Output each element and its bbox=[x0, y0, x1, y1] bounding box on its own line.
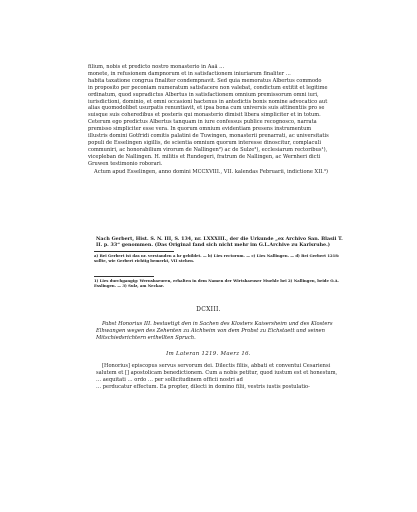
actum-line: Actum apud Esselingen, anno domini MCCXVIII., VII. kalendas Februarii, indictione XII.³) bbox=[94, 168, 328, 175]
text-line: premisso simpliciter esse vera. In quorum omnium evidentiam presens instrumentum bbox=[88, 126, 312, 133]
text-line: Ceterum ego predictus Albertus tanquam in iure confessus publice recognosco, narrata bbox=[88, 119, 317, 126]
text-line: habita taxatione congrua finaliter condempnavit. Sed quia memoratus Albertus commodo bbox=[88, 77, 322, 84]
text-line: suisque suis coheredibus et posteris qui monasterio dimisit libera simpliciter et in totum. bbox=[88, 112, 321, 119]
footnote-rule bbox=[94, 276, 154, 277]
footnote-letters: a) Bei Gerbert ist das nr. verstanden a hr gebildet. — b) Lies rectorum. — c) Lies Nallingen. — d) Bei Gerbert 1218: sollte, wie Gerbert richtig bemerkt, VII stehen. bbox=[94, 253, 340, 263]
text-line: … aequitati … ordo … per sollicitudinem officii nostri ad bbox=[96, 376, 243, 383]
text-line: … perducatur effectum. Ea propter, dilecti in domino filii, vestris iustis postulatio- bbox=[96, 383, 310, 390]
text-line: Gruwen testimonio roborari. bbox=[88, 160, 163, 167]
text-line: ordinatum, quod supradictus Albertus in satisfactionem omnium premissorum omni iuri, bbox=[88, 91, 319, 98]
text-line: salutem et [] apostolicam benedictionem. Cum a nobis petitur, quod iustum est et honestum, bbox=[96, 369, 338, 376]
document-number: DCXIII. bbox=[196, 306, 221, 313]
text-line: communiri, ac honorabilium virorum de Nallingen²) ac de Sulze³), ecclesiarum rectoribus¹), bbox=[88, 146, 328, 153]
text-line: vicepleban de Nallingen. H. militis et Rundegeri, fratrum de Nallingen, ac Wernheri dicti bbox=[88, 153, 321, 160]
text-line: in proposito per peconiam numeratum satisfacere non valebat, condictum extitit et legitime bbox=[88, 84, 328, 91]
footnote-rule bbox=[94, 251, 174, 252]
text-line: populi de Esselingen sigillis, de scientia omnium quorum interesse dinoscitur, complaculi bbox=[88, 139, 322, 146]
source-note: Nach Gerbert, Hist. S. N. III, S. 134, nr. LXXXIII., der die Urkunde „ex Archivo San. Blasii T. II. p. 33“ genommen. (Das Original fand sich nicht mehr im G.L.Archive zu Karlsruhe.) bbox=[96, 236, 343, 249]
dateline: Im Lateran 1219. Maerz 16. bbox=[166, 351, 251, 357]
text-line: [Honorius] episcopus servus servorum dei. Dilectis filiis, abbati et conventui Cesariensi bbox=[102, 363, 331, 369]
text-line: monete, in refusionem dampnorum et in satisfactionem iniuriarum finaliter … bbox=[88, 70, 291, 77]
main-text bbox=[88, 64, 346, 176]
regest-summary: Pabst Honorius III. bestaetigt den in Sachen des Klosters Kaisersheim und des Klosters Elhwangen wegen des Zehenten zu Aichheim von dem Probst zu Eichstaett und seinen Mitschiedsrichtern erthellten Spruch. bbox=[96, 321, 333, 341]
text-line: alias quomodolibet usurpatis renuntiavit, et ipsa bona cum universis suis attinentiis pro se bbox=[88, 105, 325, 112]
text-line: filium, nobis et predicto nostro monasterio in Äaä … bbox=[88, 64, 225, 70]
second-document-text bbox=[96, 363, 346, 391]
text-line: illustris domini Gotfridi comitis palatini de Tuwingen, monasterii prenarrati, ac universitatis bbox=[88, 133, 329, 140]
footnote-numbers: 1) Lies durchgangig: Wernsbaeuren, erhalten in dem Namen der Wirtshaeuser Muehle bei 2) Nallingen, beide O.A. Esslingen. — 3) Sulz, am Neckar. bbox=[94, 278, 339, 288]
text-line: iurisdictioni, dominio, et omni occasioni hactenus in antedictis bonis nomine advocatico aut bbox=[88, 98, 328, 105]
